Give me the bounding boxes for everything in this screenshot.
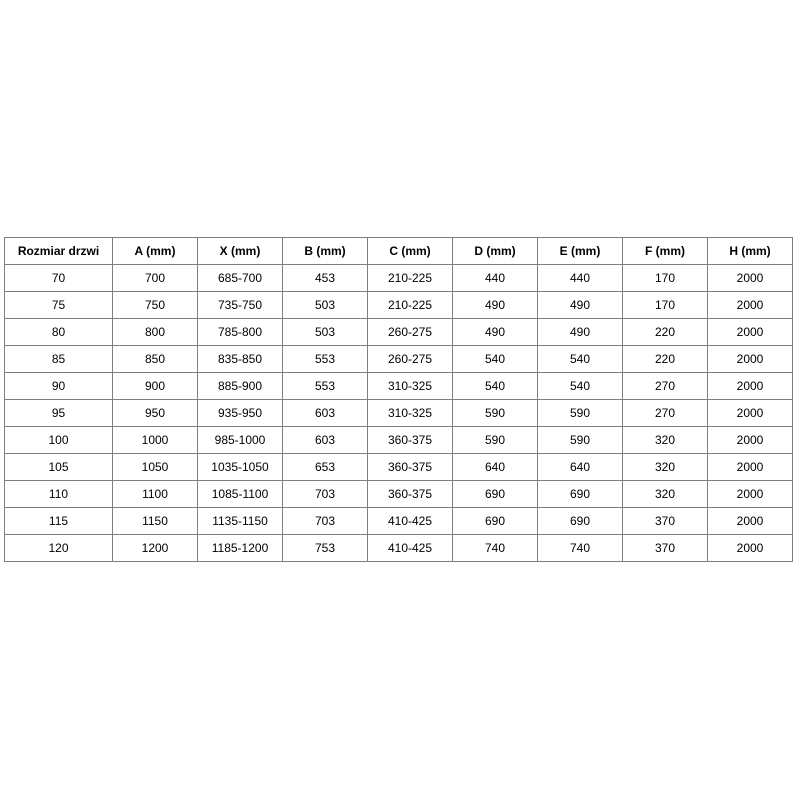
table-cell: 590 [538,400,623,427]
table-cell: 210-225 [368,265,453,292]
table-row [5,427,793,454]
table-cell: 360-375 [368,454,453,481]
table-cell: 1200 [113,535,198,562]
table-cell: 640 [453,454,538,481]
table-cell: 1000 [113,427,198,454]
table-row [5,535,793,562]
table-cell: 75 [5,292,113,319]
table-cell: 80 [5,319,113,346]
table-cell: 100 [5,427,113,454]
column-header: B (mm) [283,238,368,265]
table-cell: 740 [453,535,538,562]
column-header: D (mm) [453,238,538,265]
table-cell: 260-275 [368,319,453,346]
table-cell: 1135-1150 [198,508,283,535]
table-cell: 90 [5,373,113,400]
table-row [5,454,793,481]
table-cell: 850 [113,346,198,373]
table-cell: 950 [113,400,198,427]
table-row [5,481,793,508]
table-cell: 220 [623,319,708,346]
table-header-row [5,238,793,265]
table-cell: 685-700 [198,265,283,292]
table-cell: 85 [5,346,113,373]
column-header: C (mm) [368,238,453,265]
table-row [5,319,793,346]
table-cell: 120 [5,535,113,562]
table-cell: 370 [623,508,708,535]
table-cell: 553 [283,373,368,400]
table-cell: 440 [538,265,623,292]
table-cell: 490 [453,292,538,319]
table-body [5,265,793,562]
table-cell: 320 [623,454,708,481]
table-cell: 753 [283,535,368,562]
table-row [5,508,793,535]
table-cell: 2000 [708,292,793,319]
table-cell: 1035-1050 [198,454,283,481]
table-cell: 105 [5,454,113,481]
door-size-table [4,237,793,562]
table-cell: 540 [538,346,623,373]
column-header: X (mm) [198,238,283,265]
table-cell: 503 [283,319,368,346]
table-cell: 320 [623,427,708,454]
table-cell: 2000 [708,265,793,292]
column-header: H (mm) [708,238,793,265]
table-cell: 2000 [708,373,793,400]
table-cell: 985-1000 [198,427,283,454]
table-cell: 690 [453,508,538,535]
table-row [5,292,793,319]
table-cell: 690 [453,481,538,508]
table-cell: 490 [538,292,623,319]
table-cell: 1085-1100 [198,481,283,508]
table-cell: 553 [283,346,368,373]
table-cell: 590 [453,427,538,454]
table-cell: 370 [623,535,708,562]
table-cell: 210-225 [368,292,453,319]
table-row [5,346,793,373]
table-cell: 260-275 [368,346,453,373]
table-cell: 540 [453,373,538,400]
table-cell: 590 [538,427,623,454]
table-cell: 2000 [708,535,793,562]
table-cell: 70 [5,265,113,292]
table-cell: 360-375 [368,481,453,508]
table-cell: 110 [5,481,113,508]
table-cell: 690 [538,481,623,508]
table-cell: 703 [283,508,368,535]
table-cell: 603 [283,400,368,427]
table-cell: 540 [453,346,538,373]
table-cell: 270 [623,400,708,427]
table-cell: 935-950 [198,400,283,427]
column-header: E (mm) [538,238,623,265]
table-cell: 703 [283,481,368,508]
table-cell: 360-375 [368,427,453,454]
table-cell: 410-425 [368,535,453,562]
table-cell: 220 [623,346,708,373]
table-cell: 1100 [113,481,198,508]
table-row [5,400,793,427]
table-row [5,265,793,292]
table-cell: 440 [453,265,538,292]
table-cell: 800 [113,319,198,346]
table-cell: 2000 [708,319,793,346]
table-cell: 740 [538,535,623,562]
column-header: A (mm) [113,238,198,265]
table-cell: 320 [623,481,708,508]
header-row [5,238,793,265]
table-cell: 2000 [708,454,793,481]
table-cell: 310-325 [368,373,453,400]
table-cell: 2000 [708,508,793,535]
table-cell: 900 [113,373,198,400]
column-header: F (mm) [623,238,708,265]
table-cell: 170 [623,265,708,292]
table-cell: 310-325 [368,400,453,427]
table-cell: 785-800 [198,319,283,346]
table-cell: 270 [623,373,708,400]
table-cell: 1150 [113,508,198,535]
table-row [5,373,793,400]
table-cell: 1050 [113,454,198,481]
table-cell: 2000 [708,346,793,373]
table-cell: 410-425 [368,508,453,535]
table-cell: 640 [538,454,623,481]
table-cell: 735-750 [198,292,283,319]
table-cell: 453 [283,265,368,292]
table-cell: 115 [5,508,113,535]
table-cell: 700 [113,265,198,292]
table-cell: 603 [283,427,368,454]
table-cell: 170 [623,292,708,319]
table-cell: 590 [453,400,538,427]
table-cell: 540 [538,373,623,400]
table-cell: 2000 [708,400,793,427]
table-cell: 690 [538,508,623,535]
table-cell: 750 [113,292,198,319]
table-cell: 95 [5,400,113,427]
table-cell: 885-900 [198,373,283,400]
table-cell: 653 [283,454,368,481]
table-cell: 1185-1200 [198,535,283,562]
table-cell: 503 [283,292,368,319]
table-cell: 2000 [708,481,793,508]
table-cell: 490 [453,319,538,346]
table-cell: 2000 [708,427,793,454]
table-cell: 490 [538,319,623,346]
table-cell: 835-850 [198,346,283,373]
column-header: Rozmiar drzwi [5,238,113,265]
